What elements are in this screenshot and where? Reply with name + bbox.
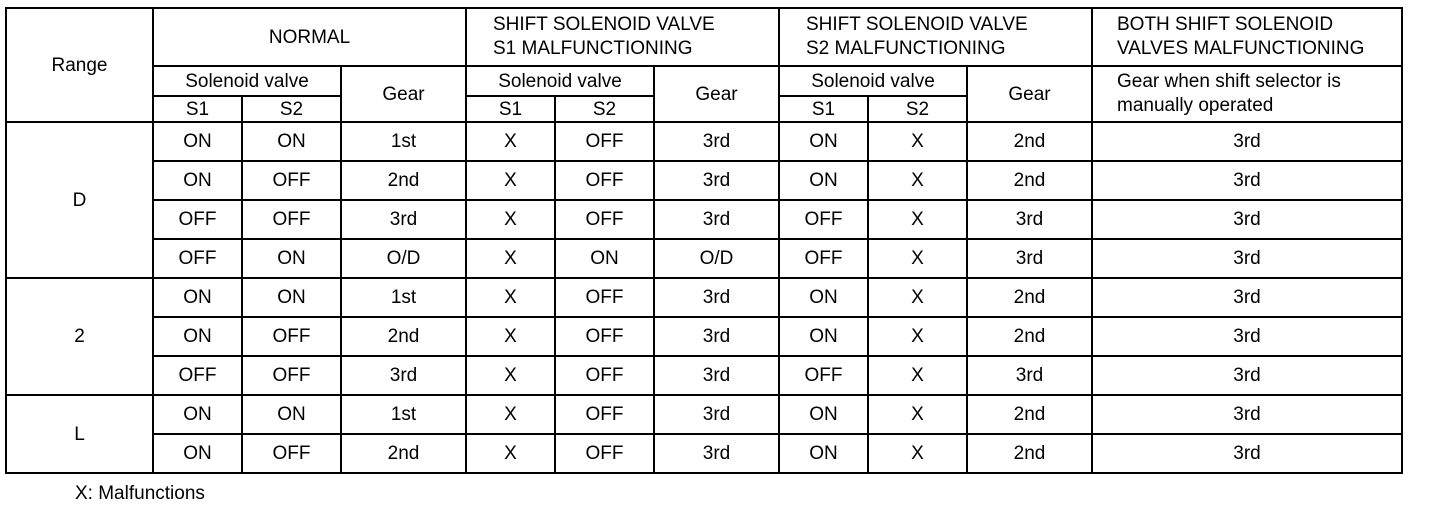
s1-fail-s2-cell: ON [555,239,654,278]
s1-fail-gear-cell: 3rd [654,122,779,161]
s2-fail-s1-cell: ON [779,395,868,434]
s1-fail-s1-cell: X [466,317,555,356]
solenoid-table-container [5,7,1403,474]
normal-s2-cell: OFF [242,161,341,200]
normal-gear-cell: 3rd [341,356,466,395]
normal-s1-cell: ON [153,122,242,161]
manual-gear-cell: 3rd [1092,395,1402,434]
s1-fail-s1-cell: X [466,239,555,278]
table-row [6,161,1402,200]
normal-s2-cell: OFF [242,317,341,356]
normal-gear-cell: 1st [341,122,466,161]
normal-s1-header: S1 [153,96,242,122]
s1-fail-s2-cell: OFF [555,317,654,356]
s2-malfunction-header [779,8,1092,66]
table-row [6,356,1402,395]
s1-fail-gear-cell: 3rd [654,356,779,395]
normal-gear-cell: 1st [341,278,466,317]
normal-s2-cell: ON [242,278,341,317]
s1-s1-header: S1 [466,96,555,122]
s2-s2-header: S2 [868,96,967,122]
manual-gear-cell: 3rd [1092,434,1402,473]
s2-fail-s2-cell: X [868,395,967,434]
normal-s2-cell: ON [242,395,341,434]
normal-gear-cell: 3rd [341,200,466,239]
table-row [6,434,1402,473]
normal-s1-cell: ON [153,161,242,200]
manual-gear-cell: 3rd [1092,161,1402,200]
s2-fail-gear-cell: 2nd [967,161,1092,200]
table-row [6,122,1402,161]
s2-fail-s2-cell: X [868,239,967,278]
s1-fail-gear-cell: 3rd [654,317,779,356]
s1-fail-s1-cell: X [466,200,555,239]
normal-solenoid-valve-header: Solenoid valve [153,66,341,96]
normal-s1-cell: ON [153,395,242,434]
s2-fail-s1-cell: ON [779,278,868,317]
manual-gear-header [1092,66,1402,122]
manual-gear-cell: 3rd [1092,122,1402,161]
s2-fail-s2-cell: X [868,161,967,200]
normal-s2-header: S2 [242,96,341,122]
s1-fail-gear-cell: 3rd [654,395,779,434]
s2-fail-s2-cell: X [868,278,967,317]
s1-fail-gear-cell: O/D [654,239,779,278]
s2-fail-s2-cell: X [868,356,967,395]
s2-fail-gear-cell: 2nd [967,278,1092,317]
s1-fail-s2-cell: OFF [555,200,654,239]
s1-fail-s1-cell: X [466,278,555,317]
normal-s2-cell: ON [242,239,341,278]
s1-fail-s2-cell: OFF [555,356,654,395]
s2-fail-s1-cell: OFF [779,239,868,278]
s2-fail-s2-cell: X [868,434,967,473]
s2-fail-s2-cell: X [868,122,967,161]
normal-gear-cell: 2nd [341,317,466,356]
normal-s1-cell: ON [153,317,242,356]
s2-fail-gear-cell: 3rd [967,356,1092,395]
table-row [6,239,1402,278]
range-cell: D [6,122,153,278]
header-row-1 [6,8,1402,66]
s1-fail-gear-cell: 3rd [654,200,779,239]
manual-gear-cell: 3rd [1092,317,1402,356]
normal-gear-cell: 2nd [341,434,466,473]
manual-gear-header-line-2: manually operated [1117,95,1274,116]
table-row [6,200,1402,239]
manual-gear-cell: 3rd [1092,200,1402,239]
s2-fail-s1-cell: ON [779,122,868,161]
s2-fail-s1-cell: OFF [779,356,868,395]
table-row [6,395,1402,434]
normal-s1-cell: OFF [153,200,242,239]
table-row [6,278,1402,317]
s1-fail-gear-cell: 3rd [654,278,779,317]
normal-gear-cell: O/D [341,239,466,278]
s2-malfunction-header-line-2: S2 MALFUNCTIONING [806,38,1006,59]
manual-gear-header-line-1: Gear when shift selector is [1117,71,1341,92]
range-cell: L [6,395,153,473]
s2-solenoid-valve-header: Solenoid valve [779,66,967,96]
s1-fail-s2-cell: OFF [555,122,654,161]
s2-fail-s1-cell: ON [779,434,868,473]
s1-malfunction-header-line-2: S1 MALFUNCTIONING [493,38,693,59]
s1-fail-s2-cell: OFF [555,395,654,434]
footnote: X: Malfunctions [75,483,205,504]
s1-fail-gear-cell: 3rd [654,434,779,473]
normal-s2-cell: OFF [242,434,341,473]
manual-gear-cell: 3rd [1092,356,1402,395]
s1-fail-s1-cell: X [466,122,555,161]
s2-fail-s1-cell: ON [779,317,868,356]
s2-fail-s1-cell: ON [779,161,868,200]
s2-fail-s2-cell: X [868,317,967,356]
s1-fail-s2-cell: OFF [555,278,654,317]
manual-gear-cell: 3rd [1092,278,1402,317]
both-malfunction-header [1092,8,1402,66]
s1-fail-s1-cell: X [466,356,555,395]
s2-fail-gear-cell: 3rd [967,200,1092,239]
s1-fail-s1-cell: X [466,434,555,473]
s1-s2-header: S2 [555,96,654,122]
s2-fail-gear-cell: 2nd [967,434,1092,473]
normal-s1-cell: OFF [153,239,242,278]
s2-s1-header: S1 [779,96,868,122]
normal-s1-cell: ON [153,434,242,473]
manual-gear-cell: 3rd [1092,239,1402,278]
s1-fail-s2-cell: OFF [555,434,654,473]
normal-s2-cell: OFF [242,356,341,395]
normal-s1-cell: ON [153,278,242,317]
s1-solenoid-valve-header: Solenoid valve [466,66,654,96]
s2-fail-gear-cell: 3rd [967,239,1092,278]
s2-fail-gear-cell: 2nd [967,122,1092,161]
s1-malfunction-header-line-1: SHIFT SOLENOID VALVE [493,14,715,35]
s2-malfunction-header-line-1: SHIFT SOLENOID VALVE [806,14,1028,35]
range-header: Range [6,8,153,122]
normal-header: NORMAL [153,8,466,66]
normal-gear-cell: 1st [341,395,466,434]
s2-fail-s2-cell: X [868,200,967,239]
s1-malfunction-header [466,8,779,66]
both-malfunction-header-line-2: VALVES MALFUNCTIONING [1117,38,1365,59]
s1-fail-s1-cell: X [466,395,555,434]
normal-gear-cell: 2nd [341,161,466,200]
table-row [6,317,1402,356]
normal-gear-header: Gear [341,66,466,122]
s1-fail-s2-cell: OFF [555,161,654,200]
range-cell: 2 [6,278,153,395]
s2-fail-s1-cell: OFF [779,200,868,239]
s1-gear-header: Gear [654,66,779,122]
s2-fail-gear-cell: 2nd [967,395,1092,434]
normal-s2-cell: OFF [242,200,341,239]
normal-s2-cell: ON [242,122,341,161]
s2-gear-header: Gear [967,66,1092,122]
solenoid-valve-table [5,7,1403,474]
s1-fail-s1-cell: X [466,161,555,200]
s2-fail-gear-cell: 2nd [967,317,1092,356]
normal-s1-cell: OFF [153,356,242,395]
s1-fail-gear-cell: 3rd [654,161,779,200]
header-row-2 [6,66,1402,96]
both-malfunction-header-line-1: BOTH SHIFT SOLENOID [1117,14,1334,35]
